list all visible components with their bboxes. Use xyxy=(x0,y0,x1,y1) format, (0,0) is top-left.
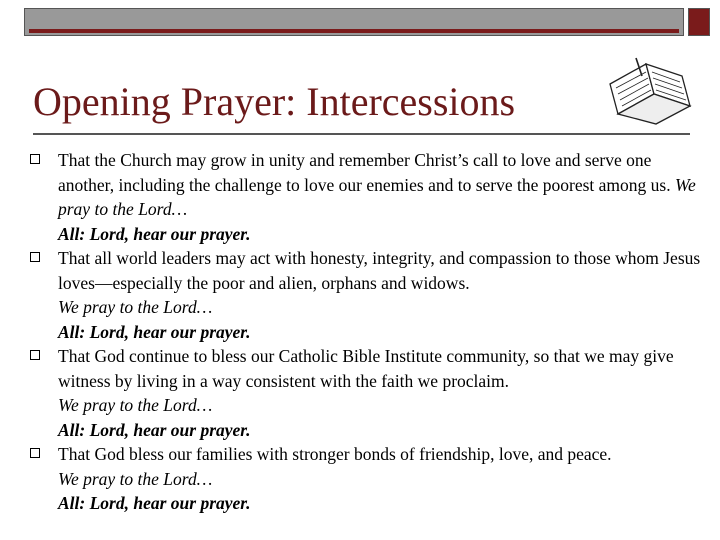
pray-line: We pray to the Lord… xyxy=(58,297,213,317)
list-item xyxy=(30,148,710,246)
intercession-text: That God bless our families with stronger bonds of friendship, love, and peace. xyxy=(58,444,612,464)
response-line: All: Lord, hear our prayer. xyxy=(58,419,251,440)
checkbox-bullet-icon xyxy=(30,252,40,262)
corner-square xyxy=(688,8,710,36)
list-item xyxy=(30,442,710,516)
checkbox-bullet-icon xyxy=(30,448,40,458)
intercession-text: That the Church may grow in unity and remember Christ’s call to love and serve one another, including the challenge to love our enemies and to serve the poorest among us. xyxy=(58,150,671,195)
slide-title: Opening Prayer: Intercessions xyxy=(33,79,516,124)
top-decorative-bar xyxy=(24,8,684,36)
title-divider xyxy=(33,133,690,135)
open-bible-icon xyxy=(606,54,694,128)
response-line: All: Lord, hear our prayer. xyxy=(58,223,251,244)
response-line: All: Lord, hear our prayer. xyxy=(58,493,251,513)
checkbox-bullet-icon xyxy=(30,154,40,164)
intercession-text: That all world leaders may act with honesty, integrity, and compassion to those whom Jesus loves—especially the poor and alien, orphans and widows. xyxy=(58,248,701,293)
list-item xyxy=(30,246,710,344)
pray-line: We pray to the Lord… xyxy=(58,395,213,415)
intercession-text: That God continue to bless our Catholic Bible Institute community, so that we may give witness by living in a way consistent with the faith we proclaim. xyxy=(58,346,674,391)
checkbox-bullet-icon xyxy=(30,350,40,360)
pray-line: We pray to the Lord… xyxy=(58,468,213,489)
response-line: All: Lord, hear our prayer. xyxy=(58,321,251,342)
pray-line: We pray to the Lord… xyxy=(58,174,696,219)
intercession-list xyxy=(30,148,710,516)
list-item xyxy=(30,344,710,442)
